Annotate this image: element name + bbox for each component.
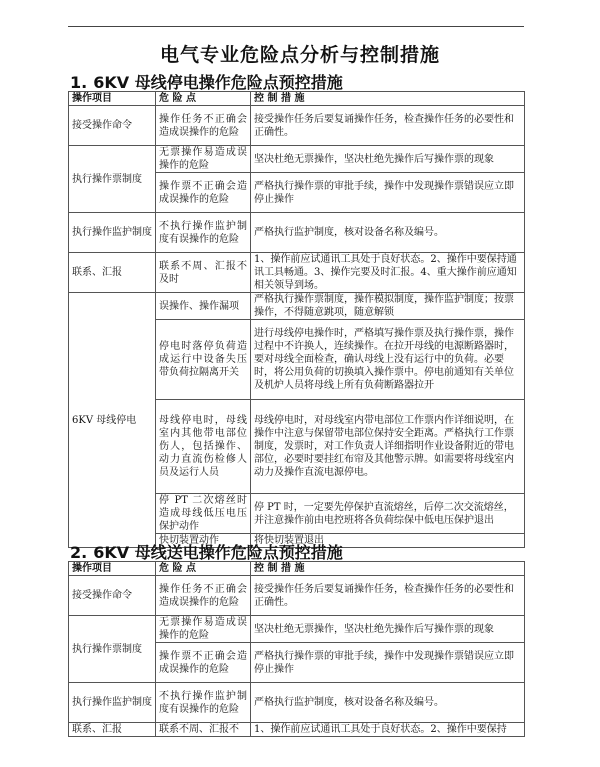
risk-point: 操作票不正确会造成误操作的危险 (156, 643, 251, 683)
section-1-heading (70, 70, 343, 93)
operation-item: 执行操作票制度 (69, 146, 156, 213)
risk-point: 母线停电时，母线室内其他带电部位伤人，包括操作、动力直流伤检修人员及运行人员 (156, 400, 251, 494)
column-header-measure: 控 制 措 施 (251, 92, 525, 106)
table-row (69, 213, 525, 253)
risk-point: 停 PT 二次熔丝时造成母线低压电压保护动作 (156, 494, 251, 534)
control-measure: 接受操作任务后要复诵操作任务，检查操作任务的必要性和正确性。 (251, 106, 525, 146)
table-header-row (69, 92, 525, 106)
risk-point: 操作任务不正确会造成误操作的危险 (156, 576, 251, 616)
table-row (69, 146, 525, 173)
risk-point: 误操作、操作漏项 (156, 293, 251, 320)
table-header-row (69, 562, 525, 576)
risk-point: 联系不周、汇报不 (156, 723, 251, 737)
section-title: 6KV 母线停电操作危险点预控措施 (93, 73, 343, 92)
risk-point: 停电时落停负荷造成运行中设备失压带负荷拉隔离开关 (156, 320, 251, 400)
control-measure: 严格执行操作票的审批手续，操作中发现操作票错误应立即停止操作 (251, 173, 525, 213)
risk-point: 操作票不正确会造成误操作的危险 (156, 173, 251, 213)
column-header-measure: 控 制 措 施 (251, 562, 525, 576)
section-2-table (68, 561, 525, 737)
table-row (69, 616, 525, 643)
operation-item: 6KV 母线停电 (69, 293, 156, 548)
risk-point: 快切装置动作 (156, 534, 251, 548)
operation-item: 联系、汇报 (69, 253, 156, 293)
control-measure: 接受操作任务后要复诵操作任务，检查操作任务的必要性和正确性。 (251, 576, 525, 616)
risk-point: 联系不周、汇报不及时 (156, 253, 251, 293)
risk-point: 不执行操作监护制度有误操作的危险 (156, 683, 251, 723)
table-row (69, 576, 525, 616)
risk-point: 操作任务不正确会造成误操作的危险 (156, 106, 251, 146)
section-number: 1. (70, 73, 88, 92)
control-measure: 将快切装置退出 (251, 534, 525, 548)
column-header-risk: 危 险 点 (156, 92, 251, 106)
control-measure: 母线停电时，对母线室内带电部位工作票内作详细说明，在操作中注意与保留带电部位保持安全距离。严格执行工作票制度，发票时，对工作负责人详细指明作业设备附近的带电部位，必要时要挂红布帘及其他警示牌。如需要将母线室内动力及操作直流电源停电。 (251, 400, 525, 494)
table-row (69, 253, 525, 293)
risk-point: 无票操作易造成误操作的危险 (156, 616, 251, 643)
risk-point: 无票操作易造成误操作的危险 (156, 146, 251, 173)
column-header-item: 操作项目 (69, 562, 156, 576)
column-header-risk: 危 险 点 (156, 562, 251, 576)
control-measure: 坚决杜绝无票操作，坚决杜绝先操作后写操作票的现象 (251, 146, 525, 173)
control-measure: 1、操作前应试通讯工具处于良好状态。2、操作中要保持通讯工具畅通。3、操作完要及时汇报。4、重大操作前应通知相关领导到场。 (251, 253, 525, 293)
section-title: 6KV 母线送电操作危险点预控措施 (93, 543, 343, 562)
table-row (69, 683, 525, 723)
page-title: 电气专业危险点分析与控制措施 (159, 44, 440, 66)
table-row (69, 106, 525, 146)
table-row (69, 723, 525, 737)
control-measure: 进行母线停电操作时，严格填写操作票及执行操作票，操作过程中不许换人，连续操作。在拉开母线的电源断路器时，要对母线全面检查，确认母线上没有运行中的负荷。必要时，将公用负荷的切换填入操作票中。停电前通知有关单位及机炉人员将母线上所有负荷断路器拉开 (251, 320, 525, 400)
control-measure: 1、操作前应试通讯工具处于良好状态。2、操作中要保持 (251, 723, 525, 737)
table-row (69, 293, 525, 320)
section-2-heading (70, 540, 343, 563)
risk-point: 不执行操作监护制度有误操作的危险 (156, 213, 251, 253)
control-measure: 严格执行操作票的审批手续，操作中发现操作票错误应立即停止操作 (251, 643, 525, 683)
control-measure: 停 PT 时，一定要先停保护直流熔丝，后停二次交流熔丝，并注意操作前由电控班将各负荷综保中低电压保护退出 (251, 494, 525, 534)
operation-item: 接受操作命令 (69, 576, 156, 616)
control-measure: 严格执行操作票制度，操作模拟制度，操作监护制度；按票操作，不得随意跳项，随意解锁 (251, 293, 525, 320)
control-measure: 坚决杜绝无票操作，坚决杜绝先操作后写操作票的现象 (251, 616, 525, 643)
control-measure: 严格执行监护制度，核对设备名称及编号。 (251, 213, 525, 253)
operation-item: 执行操作监护制度 (69, 683, 156, 723)
column-header-item: 操作项目 (69, 92, 156, 106)
operation-item: 执行操作监护制度 (69, 213, 156, 253)
section-1-table (68, 91, 525, 548)
operation-item: 联系、汇报 (69, 723, 156, 737)
control-measure: 严格执行监护制度，核对设备名称及编号。 (251, 683, 525, 723)
section-number: 2. (70, 543, 88, 562)
header-rule (68, 26, 524, 27)
operation-item: 执行操作票制度 (69, 616, 156, 683)
operation-item: 接受操作命令 (69, 106, 156, 146)
